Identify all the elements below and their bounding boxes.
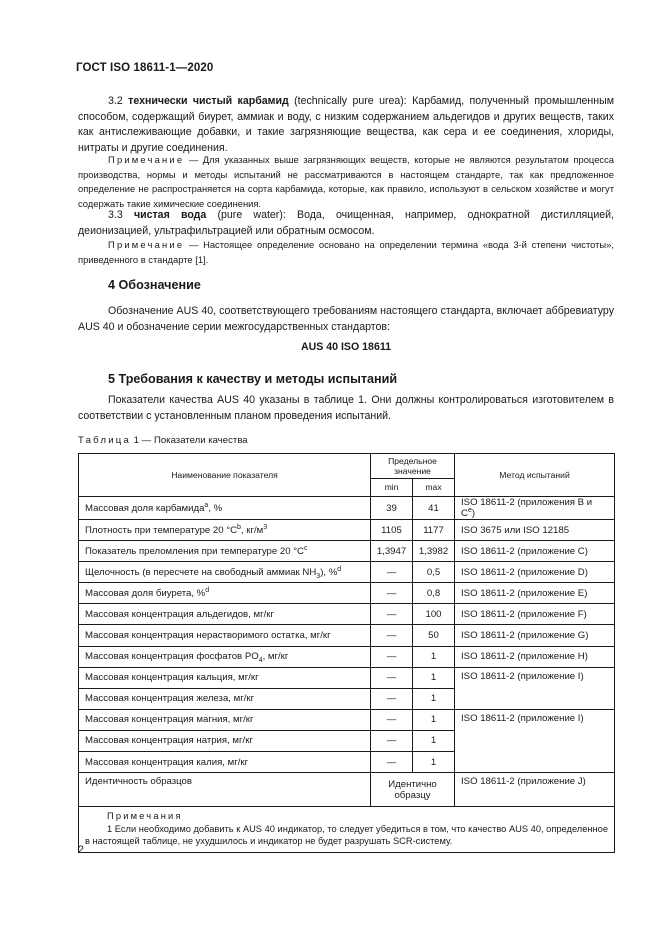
row-method: ISO 18611-2 (приложение E): [455, 583, 615, 604]
table-header-row: [79, 454, 615, 479]
section-4-title: 4 Обозначение: [108, 278, 201, 292]
row-max: 1: [413, 646, 455, 667]
row-min: —: [371, 667, 413, 688]
row-max: 1: [413, 709, 455, 730]
table-row: [79, 667, 615, 688]
row-method: ISO 3675 или ISO 12185: [455, 520, 615, 541]
row-name: Идентичность образцов: [79, 773, 371, 807]
row-min: 1,3947: [371, 541, 413, 562]
row-name: Щелочность (в пересчете на свободный аммиак $NH_3$), %$^d$: [79, 562, 371, 583]
definition-3-3: [78, 208, 614, 239]
row-name: Массовая концентрация железа, мг/кг: [79, 688, 371, 709]
row-value: Идентично образцу: [371, 773, 455, 807]
row-name: Массовая концентрация калия, мг/кг: [79, 752, 371, 773]
row-method: ISO 18611-2 (приложение G): [455, 625, 615, 646]
row-min: —: [371, 688, 413, 709]
row-max: 1,3982: [413, 541, 455, 562]
definition-term: технически чистый карбамид: [128, 95, 289, 107]
row-method: ISO 18611-2 (приложение I): [455, 667, 615, 709]
document-header: ГОСТ ISO 18611-1—2020: [76, 62, 214, 74]
table-notes: [79, 807, 615, 853]
table-row: [79, 773, 615, 807]
definition-text: (pure water): Вода, очищенная, например, однократной дистилляцией, деионизацией, ультрафильтрацией или обратным осмосом.: [78, 209, 614, 237]
note-label: Примечание: [108, 239, 185, 250]
definition-number: 3.2: [108, 95, 129, 107]
table-row: [79, 562, 615, 583]
row-min: —: [371, 730, 413, 751]
page-number: 2: [78, 844, 84, 856]
row-min: 1105: [371, 520, 413, 541]
row-min: —: [371, 625, 413, 646]
row-max: 0,8: [413, 583, 455, 604]
row-min: —: [371, 709, 413, 730]
table-notes-row: [79, 807, 615, 853]
row-name: Массовая концентрация кальция, мг/кг: [79, 667, 371, 688]
row-min: —: [371, 583, 413, 604]
designation: AUS 40 ISO 18611: [300, 341, 392, 353]
section-5-text: Показатели качества AUS 40 указаны в таблице 1. Они должны контролироваться изготовителем в соответствии с установленным планом проведения испытаний.: [78, 394, 614, 422]
row-name: Массовая концентрация натрия, мг/кг: [79, 730, 371, 751]
row-min: —: [371, 752, 413, 773]
row-method: ISO 18611-2 (приложения B и Ce): [455, 497, 615, 520]
row-method: ISO 18611-2 (приложение F): [455, 604, 615, 625]
header-min: min: [371, 478, 413, 496]
row-max: 1: [413, 688, 455, 709]
section-4-text: Обозначение AUS 40, соответствующего требованиям настоящего стандарта, включает аббревиатуру AUS 40 и обозначение серии межгосударственных стандартов:: [78, 305, 614, 333]
table-row: [79, 646, 615, 667]
row-name: Массовая доля карбамида$^a$, %: [79, 497, 371, 520]
row-method: ISO 18611-2 (приложение I): [455, 709, 615, 772]
row-method: ISO 18611-2 (приложение J): [455, 773, 615, 807]
row-name: Массовая концентрация фосфатов $PO_4$, мг/кг: [79, 646, 371, 667]
note-2: [78, 238, 614, 267]
section-5-title: 5 Требования к качеству и методы испытаний: [108, 372, 398, 386]
row-name: Плотность при температуре 20 $^\circ С^b$, $кг/м^3$: [79, 520, 371, 541]
row-min: —: [371, 562, 413, 583]
row-max: 41: [413, 497, 455, 520]
row-name: Массовая концентрация магния, мг/кг: [79, 709, 371, 730]
row-max: 1: [413, 752, 455, 773]
header-name: Наименование показателя: [79, 454, 371, 497]
definition-3-2: [78, 94, 614, 156]
note-label: Примечание: [108, 154, 185, 165]
row-name: Массовая концентрация альдегидов, мг/кг: [79, 604, 371, 625]
table-row: [79, 604, 615, 625]
row-min: —: [371, 646, 413, 667]
header-method: Метод испытаний: [455, 454, 615, 497]
row-name: Показатель преломления при температуре 20 $^\circ С^c$: [79, 541, 371, 562]
table-caption-text: 1 — Показатели качества: [131, 435, 248, 446]
note-text: — Настоящее определение основано на определении термина «вода 3-й степени чистоты», приведенного в стандарте [1].: [78, 239, 614, 265]
row-max: 1: [413, 667, 455, 688]
row-method: ISO 18611-2 (приложение C): [455, 541, 615, 562]
table-row: [79, 497, 615, 520]
row-max: 0,5: [413, 562, 455, 583]
row-max: 50: [413, 625, 455, 646]
table-caption-label: Таблица: [78, 435, 132, 446]
row-method: ISO 18611-2 (приложение H): [455, 646, 615, 667]
table-row: [79, 520, 615, 541]
row-max: 100: [413, 604, 455, 625]
definition-text: (technically pure urea): Карбамид, полученный промышленным способом, содержащий биурет, аммиак и воду, с низким содержанием альдегидов и других веществ, таких как антислеживающие добавки, и такие загрязняющие вещества, как сера и ее соединения, хлориды, нитраты и другие соединения.: [78, 95, 615, 154]
table-row: [79, 625, 615, 646]
row-max: 1: [413, 730, 455, 751]
header-limit: Предельное значение: [371, 454, 455, 479]
row-name: Массовая доля биурета, %$^d$: [79, 583, 371, 604]
definition-number: 3.3: [108, 209, 134, 221]
quality-table: [78, 453, 615, 853]
table-row: [79, 541, 615, 562]
table-row: [79, 583, 615, 604]
row-name: Массовая концентрация нерастворимого остатка, мг/кг: [79, 625, 371, 646]
row-min: —: [371, 604, 413, 625]
table-row: [79, 709, 615, 730]
table-caption: [78, 435, 248, 446]
notes-label: Примечания: [107, 811, 183, 822]
row-method: ISO 18611-2 (приложение D): [455, 562, 615, 583]
definition-term: чистая вода: [133, 209, 207, 221]
note-1: [78, 153, 614, 211]
row-max: 1177: [413, 520, 455, 541]
note-text: — Для указанных выше загрязняющих веществ, которые не являются результатом процесса производства, нормы и методы испытаний не рассматриваются в настоящем стандарте, так как предложенное определение не распространяется на сорта карбамида, которые, как правило, используют в сельском хозяйстве и могут содержать такие химические соединения.: [78, 154, 614, 209]
notes-text: 1 Если необходимо добавить к AUS 40 индикатор, то следует убедиться в том, что качество AUS 40, определенное в настоящей таблице, не ухудшилось и индикатор не будет разрушать SCR-систему.: [85, 823, 609, 847]
header-max: max: [413, 478, 455, 496]
row-min: 39: [371, 497, 413, 520]
